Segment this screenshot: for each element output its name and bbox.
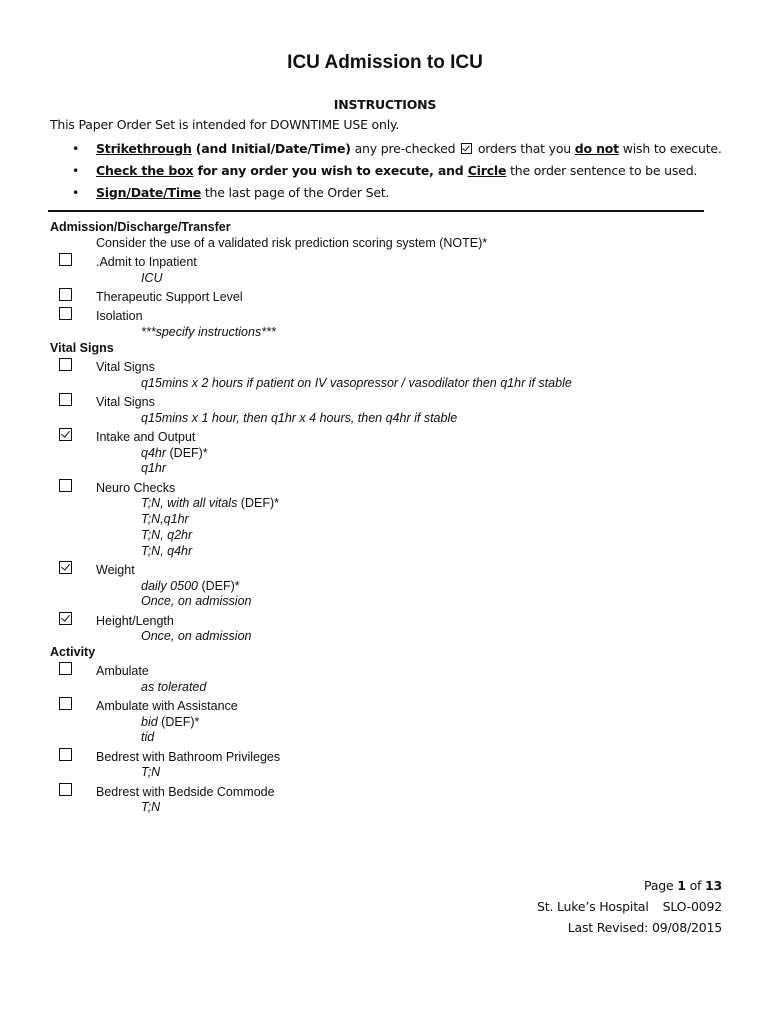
order-sentence-weight-1: daily 0500 (DEF)*	[141, 579, 240, 593]
bullet-icon: •	[72, 141, 80, 156]
checkbox-ambulate-assist[interactable]	[59, 697, 72, 710]
order-sentence-neuro-3: T;N, q2hr	[141, 528, 193, 542]
order-sentence-neuro-4: T;N, q4hr	[141, 544, 193, 558]
order-sentence-vitals-1: q15mins x 2 hours if patient on IV vasopressor / vasodilator then q1hr if stable	[141, 376, 572, 390]
order-height-length: Height/Length	[96, 614, 174, 628]
order-ambulate-assistance: Ambulate with Assistance	[96, 699, 238, 713]
order-bedrest-bathroom: Bedrest with Bathroom Privileges	[96, 750, 281, 764]
order-sentence-neuro-2: T;N,q1hr	[141, 512, 189, 526]
order-sentence-amb-assist-1: bid (DEF)*	[141, 715, 200, 729]
order-bedrest-commode: Bedrest with Bedside Commode	[96, 785, 275, 799]
order-isolation: Isolation	[96, 309, 143, 323]
order-sentence-bedrest-commode: T;N	[141, 800, 161, 814]
last-revised-date: Last Revised: 09/08/2015	[567, 920, 722, 935]
order-sentence-height: Once, on admission	[141, 629, 252, 643]
order-sentence-icu: ICU	[141, 271, 163, 285]
order-vital-signs-1: Vital Signs	[96, 360, 155, 374]
order-sentence-isolation: ***specify instructions***	[141, 325, 276, 339]
instruction-strikethrough: • Strikethrough (and Initial/Date/Time) any pre-checked orders that you do not wish to execute.	[72, 138, 722, 160]
instruction-check-box: • Check the box for any order you wish to execute, and Circle the order sentence to be used.	[72, 160, 722, 182]
risk-scoring-note: Consider the use of a validated risk prediction scoring system (NOTE)*	[96, 236, 488, 250]
checkbox-weight[interactable]	[59, 561, 72, 574]
page-number: Page 1 of 13	[644, 878, 722, 893]
instruction-sign: • Sign/Date/Time the last page of the Order Set.	[72, 182, 722, 204]
instructions-heading: INSTRUCTIONS	[333, 97, 437, 112]
order-sentence-amb-assist-2: tid	[141, 730, 155, 744]
bullet-icon: •	[72, 185, 80, 200]
instructions-list	[72, 138, 722, 204]
section-heading-activity: Activity	[50, 645, 96, 659]
checkbox-bedrest-commode[interactable]	[59, 783, 72, 796]
prechecked-checkbox-icon	[461, 143, 472, 154]
bullet-icon: •	[72, 163, 80, 178]
checkbox-neuro-checks[interactable]	[59, 479, 72, 492]
hospital-form-code: St. Luke’s Hospital SLO-0092	[537, 899, 722, 914]
order-neuro-checks: Neuro Checks	[96, 481, 176, 495]
checkbox-bedrest-bathroom[interactable]	[59, 748, 72, 761]
section-heading-vital-signs: Vital Signs	[50, 341, 114, 355]
order-ambulate: Ambulate	[96, 664, 149, 678]
checkbox-vitals-1[interactable]	[59, 358, 72, 371]
instructions-intro: This Paper Order Set is intended for DOWNTIME USE only.	[50, 117, 400, 132]
order-sentence-ambulate: as tolerated	[141, 680, 207, 694]
order-sentence-io-q1hr: q1hr	[141, 461, 167, 475]
section-divider	[48, 210, 704, 212]
order-sentence-io-q4hr: q4hr (DEF)*	[141, 446, 208, 460]
checkbox-vitals-2[interactable]	[59, 393, 72, 406]
order-sentence-bedrest-bathroom: T;N	[141, 765, 161, 779]
page-title: ICU Admission to ICU	[287, 52, 483, 73]
checkbox-ambulate[interactable]	[59, 662, 72, 675]
order-weight: Weight	[96, 563, 135, 577]
order-intake-output: Intake and Output	[96, 430, 196, 444]
checkbox-admit[interactable]	[59, 253, 72, 266]
order-sentence-weight-2: Once, on admission	[141, 594, 252, 608]
order-admit-inpatient: .Admit to Inpatient	[96, 255, 197, 269]
order-sentence-neuro-1: T;N, with all vitals (DEF)*	[141, 496, 279, 510]
order-sentence-vitals-2: q15mins x 1 hour, then q1hr x 4 hours, then q4hr if stable	[141, 411, 458, 425]
order-vital-signs-2: Vital Signs	[96, 395, 155, 409]
checkbox-intake-output[interactable]	[59, 428, 72, 441]
checkbox-height[interactable]	[59, 612, 72, 625]
section-heading-admission: Admission/Discharge/Transfer	[50, 220, 231, 234]
checkbox-therapeutic[interactable]	[59, 288, 72, 301]
checkbox-isolation[interactable]	[59, 307, 72, 320]
order-therapeutic-support: Therapeutic Support Level	[96, 290, 243, 304]
